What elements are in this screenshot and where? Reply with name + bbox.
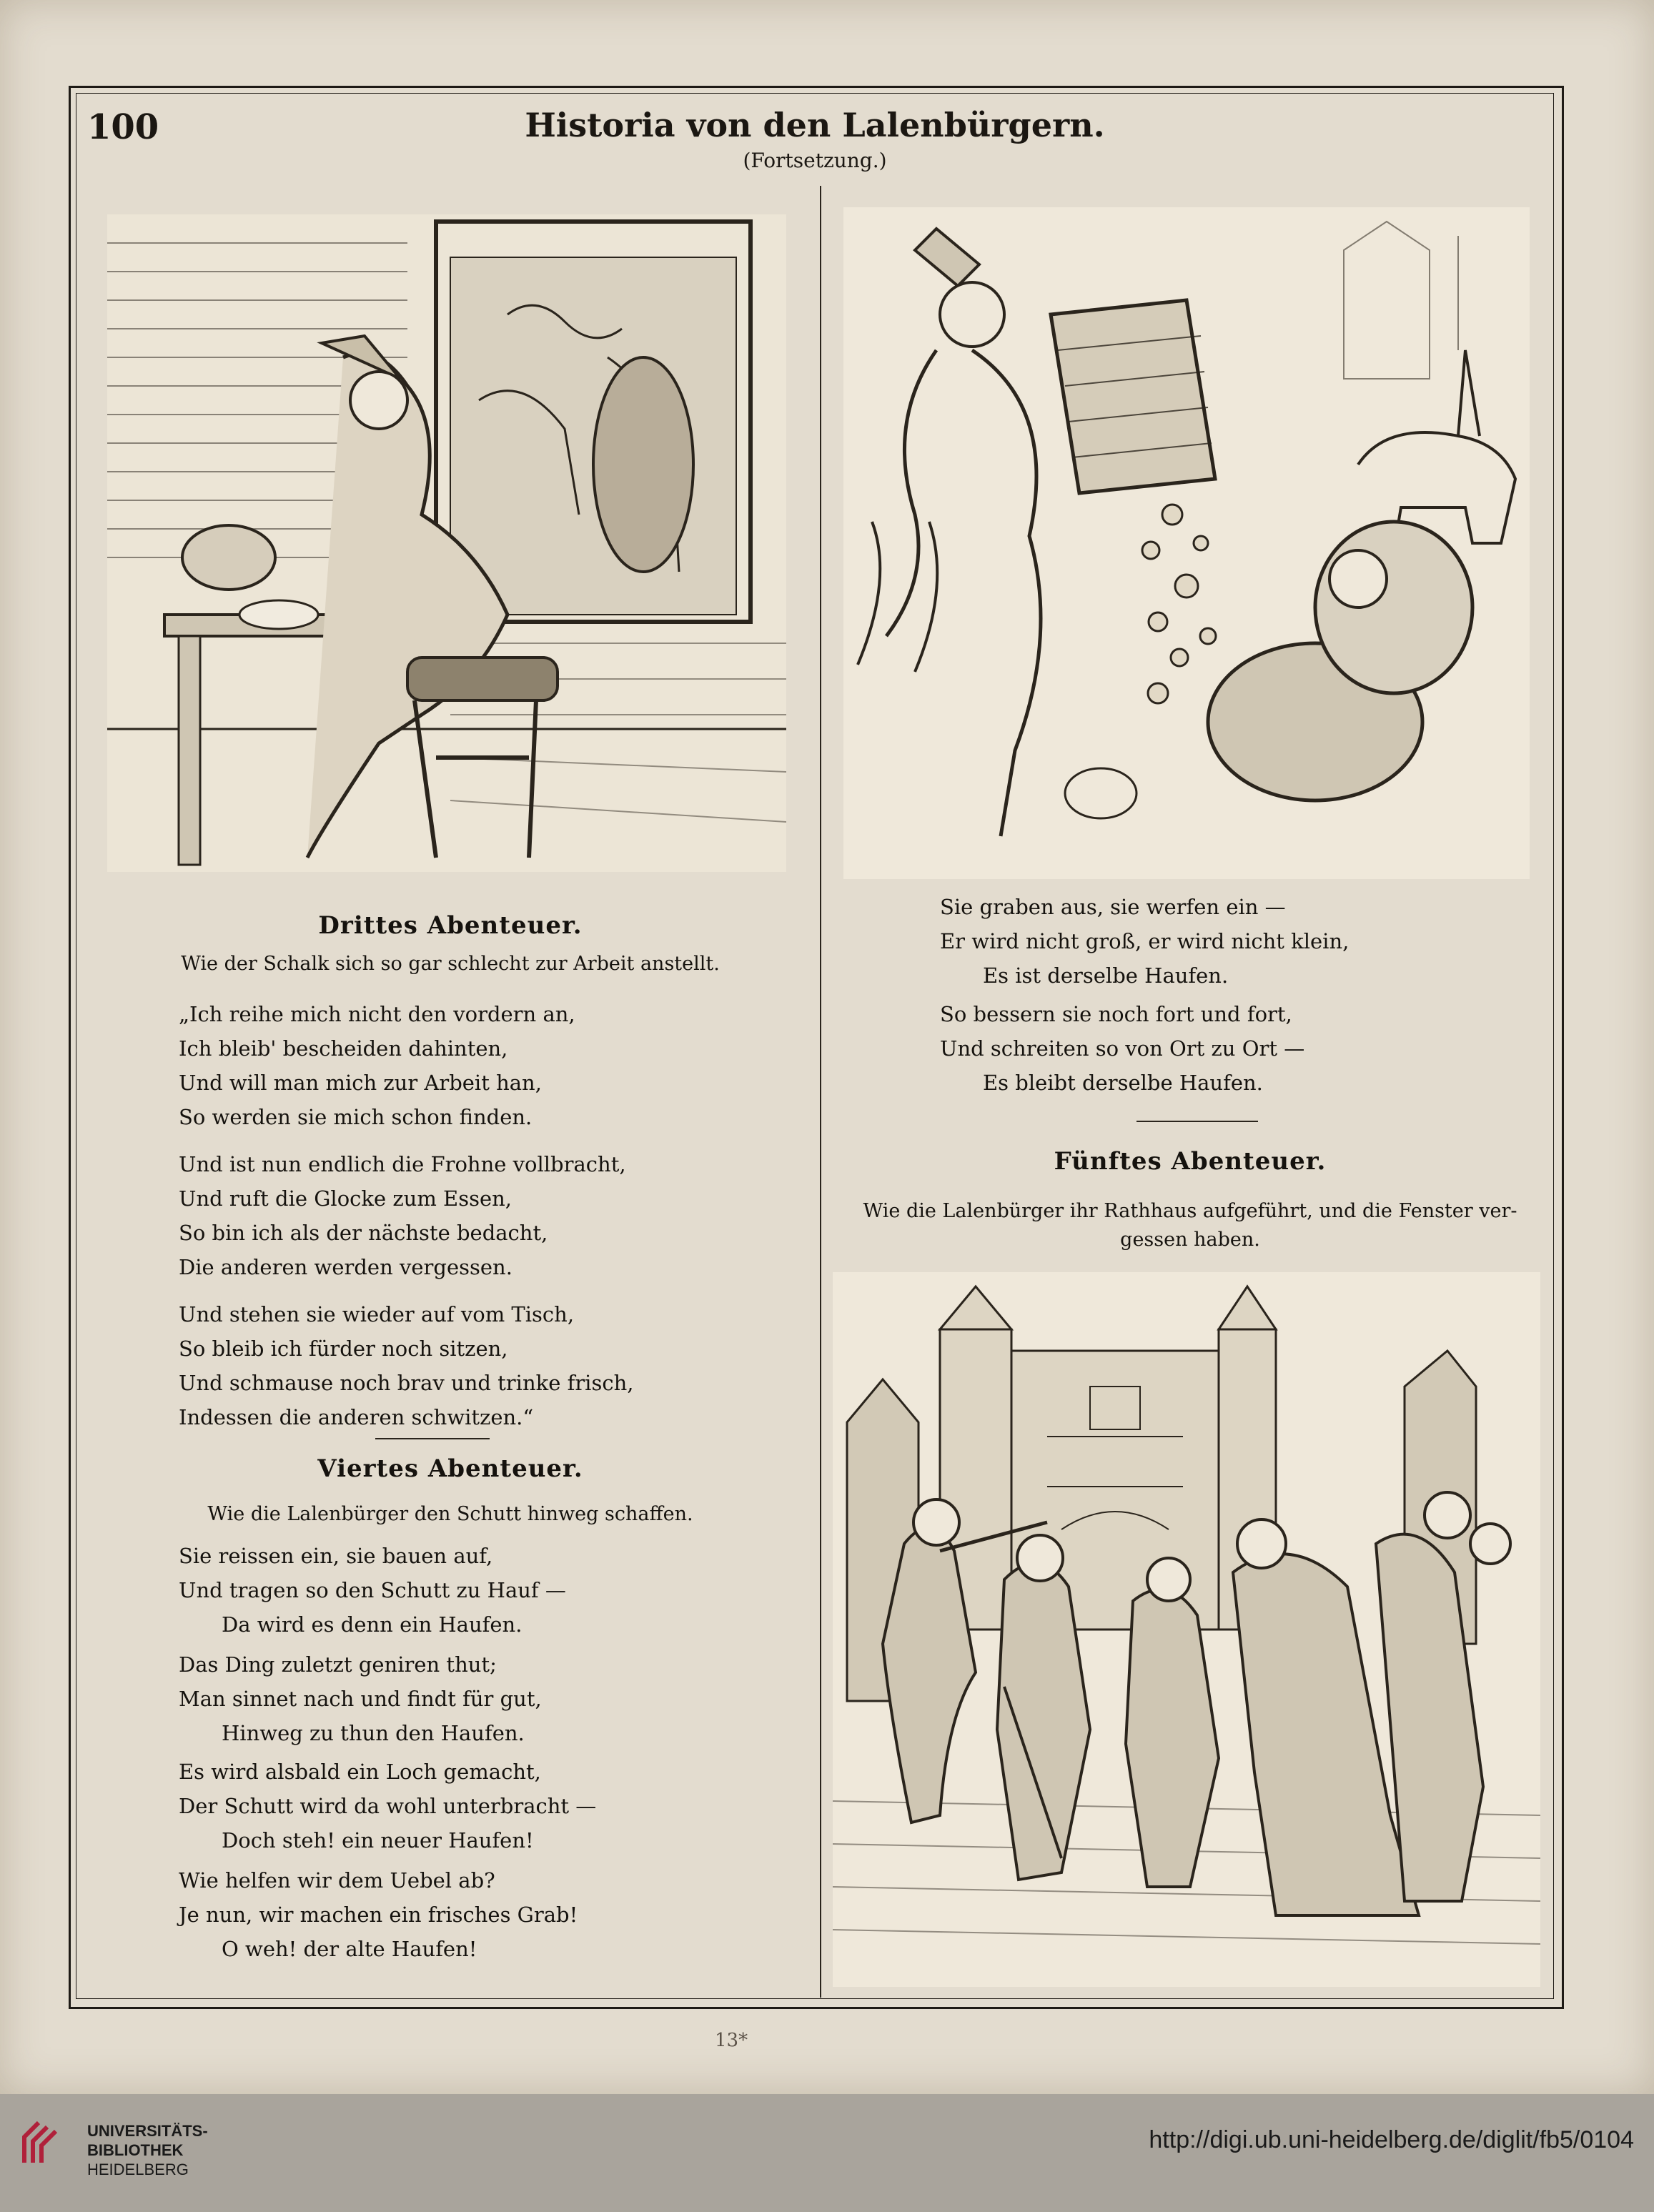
verse-line: Doch steh! ein neuer Haufen! [222, 1828, 534, 1853]
institution-name [87, 2121, 208, 2179]
verse-line: Da wird es denn ein Haufen. [222, 1612, 523, 1637]
verse-line: Es ist derselbe Haufen. [983, 963, 1229, 988]
verse-line: O weh! der alte Haufen! [222, 1937, 477, 1961]
illustration-jester-with-basket [843, 207, 1530, 879]
verse-line: Das Ding zuletzt geniren thut; [179, 1652, 497, 1677]
stanza [179, 1297, 633, 1434]
verse-line: Sie reissen ein, sie bauen auf, [179, 1544, 493, 1568]
stanza [179, 1147, 626, 1284]
illustration-jester-at-table [107, 214, 786, 872]
verse-line: Sie graben aus, sie werfen ein — [940, 895, 1286, 919]
subheading-drittes-abenteuer: Wie der Schalk sich so gar schlecht zur Arbeit anstellt. [181, 953, 720, 975]
section-continued-verse [840, 883, 1540, 1119]
stanza [940, 997, 1304, 1100]
verse-line: Und ist nun endlich die Frohne vollbracht, [179, 1152, 626, 1176]
verse-line: So werden sie mich schon finden. [179, 1105, 533, 1129]
verse-line: Ich bleib' bescheiden dahinten, [179, 1036, 508, 1061]
heading-drittes-abenteuer: Drittes Abenteuer. [318, 911, 583, 940]
verse-line: Die anderen werden vergessen. [179, 1255, 512, 1279]
verse-line: Man sinnet nach und findt für gut, [179, 1687, 542, 1711]
section-viertes-abenteuer [107, 1454, 793, 1998]
heading-fuenftes-abenteuer: Fünftes Abenteuer. [1054, 1147, 1327, 1176]
page-header [79, 100, 1551, 179]
verse-line: Und schreiten so von Ort zu Ort — [940, 1036, 1305, 1061]
institution-line: HEIDELBERG [87, 2161, 189, 2178]
section-fuenftes-abenteuer [840, 1147, 1540, 1261]
stanza [179, 1647, 542, 1750]
verse-line: Wie helfen wir dem Uebel ab? [179, 1868, 495, 1893]
verse-line: Der Schutt wird da wohl unterbracht — [179, 1794, 597, 1818]
verse-line: „Ich reihe mich nicht den vordern an, [179, 1002, 575, 1026]
library-logo-icon [20, 2117, 64, 2167]
section-drittes-abenteuer [107, 911, 793, 1483]
page-subtitle: (Fortsetzung.) [743, 149, 887, 172]
verse-line: Und tragen so den Schutt zu Hauf — [179, 1578, 566, 1602]
page-number: 100 [87, 107, 159, 147]
verse-line: Je nun, wir machen ein frisches Grab! [179, 1903, 578, 1927]
illustration-town-hall-crowd [833, 1272, 1540, 1987]
stanza [179, 1863, 578, 1966]
stanza [179, 997, 575, 1134]
verse-line: Und ruft die Glocke zum Essen, [179, 1186, 512, 1211]
column-divider [820, 186, 821, 1998]
verse-line: Es bleibt derselbe Haufen. [983, 1071, 1263, 1095]
section-rule [1136, 1121, 1258, 1122]
verse-line: Und stehen sie wieder auf vom Tisch, [179, 1302, 575, 1326]
verse-line: So bessern sie noch fort und fort, [940, 1002, 1292, 1026]
institution-line: BIBLIOTHEK [87, 2141, 184, 2159]
source-url-link[interactable]: http://digi.ub.uni-heidelberg.de/diglit/fb5/0104 [1149, 2126, 1634, 2153]
section-rule [375, 1438, 490, 1439]
verse-line: Hinweg zu thun den Haufen. [222, 1721, 525, 1745]
subheading-line: gessen haben. [1120, 1229, 1260, 1251]
page-title: Historia von den Lalenbürgern. [525, 106, 1105, 144]
stanza [179, 1539, 566, 1642]
heading-viertes-abenteuer: Viertes Abenteuer. [317, 1454, 583, 1483]
verse-line: So bleib ich fürder noch sitzen, [179, 1336, 508, 1361]
verse-line: Es wird alsbald ein Loch gemacht, [179, 1760, 541, 1784]
signature-mark: 13* [715, 2030, 748, 2051]
stanza [179, 1755, 596, 1858]
verse-line: So bin ich als der nächste bedacht, [179, 1221, 548, 1245]
subheading-line: Wie die Lalenbürger ihr Rathhaus aufgeführt, und die Fenster ver- [863, 1200, 1517, 1222]
verse-line: Indessen die anderen schwitzen.“ [179, 1405, 534, 1429]
stanza [940, 890, 1349, 993]
subheading-fuenftes-abenteuer [847, 1197, 1533, 1254]
verse-line: Und will man mich zur Arbeit han, [179, 1071, 542, 1095]
subheading-viertes-abenteuer: Wie die Lalenbürger den Schutt hinweg schaffen. [207, 1503, 693, 1525]
verse-line: Er wird nicht groß, er wird nicht klein, [940, 929, 1350, 953]
institution-line: UNIVERSITÄTS- [87, 2122, 208, 2140]
verse-line: Und schmause noch brav und trinke frisch, [179, 1371, 634, 1395]
